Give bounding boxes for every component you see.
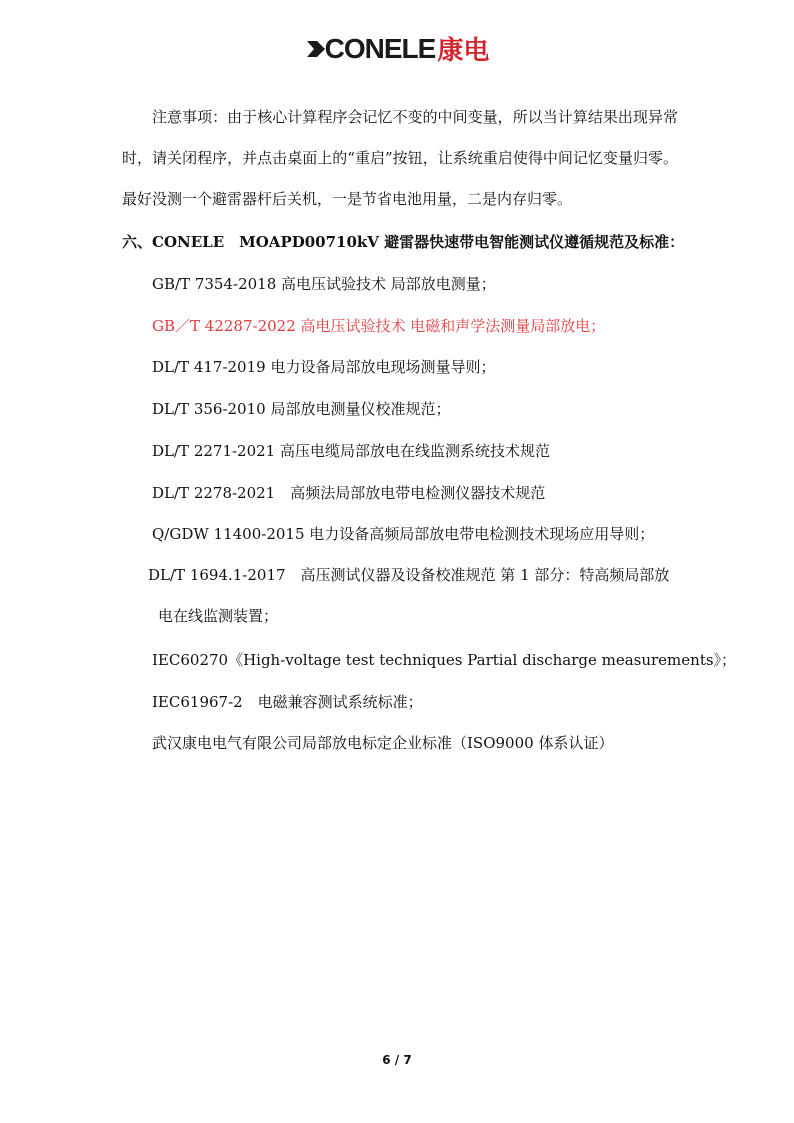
section-heading: 六、CONELE MOAPD00710kV 避雷器快速带电智能测试仪遵循规范及标准： bbox=[122, 233, 685, 251]
standard-item: IEC61967-2 电磁兼容测试系统标准； bbox=[152, 693, 423, 711]
logo-chevron-icon bbox=[305, 38, 327, 60]
standard-item: DL/T 2278-2021 高频法局部放电带电检测仪器技术规范 bbox=[152, 484, 546, 502]
logo-latin: CONELE bbox=[324, 32, 436, 64]
standard-item-highlight: GB／T 42287-2022 高电压试验技术 电磁和声学法测量局部放电； bbox=[152, 317, 606, 335]
logo-mark bbox=[305, 30, 490, 67]
standard-item-wrapped bbox=[148, 555, 678, 637]
standard-item: GB/T 7354-2018 高电压试验技术 局部放电测量； bbox=[152, 275, 496, 293]
standard-item: IEC60270《High-voltage test techniques Partial discharge measurements》； bbox=[152, 651, 737, 669]
standard-item: DL/T 356-2010 局部放电测量仪校准规范； bbox=[152, 400, 451, 418]
standard-item: 武汉康电电气有限公司局部放电标定企业标准（ISO9000 体系认证） bbox=[152, 734, 614, 752]
standard-item: Q/GDW 11400-2015 电力设备高频局部放电带电检测技术现场应用导则； bbox=[152, 525, 655, 543]
brand-logo bbox=[0, 30, 794, 67]
standard-item: DL/T 417-2019 电力设备局部放电现场测量导则； bbox=[152, 358, 496, 376]
standard-wrapped-line1: DL/T 1694.1-2017 高压测试仪器及设备校准规范 第 1 部分：特高频局部放 bbox=[148, 566, 670, 584]
standard-wrapped-line2: 电在线监测装置； bbox=[158, 607, 279, 625]
standard-item: DL/T 2271-2021 高压电缆局部放电在线监测系统技术规范 bbox=[152, 442, 550, 460]
logo-cn: 康电 bbox=[437, 36, 490, 66]
note-paragraph: 注意事项：由于核心计算程序会记忆不变的中间变量，所以当计算结果出现异常时，请关闭程序，并点击桌面上的“重启”按钮，让系统重启使得中间记忆变量归零。最好没测一个避雷器杆后关机，一是节省电池用量，二是内存归零。 bbox=[122, 108, 678, 208]
page-number: 6 / 7 bbox=[382, 1053, 412, 1067]
